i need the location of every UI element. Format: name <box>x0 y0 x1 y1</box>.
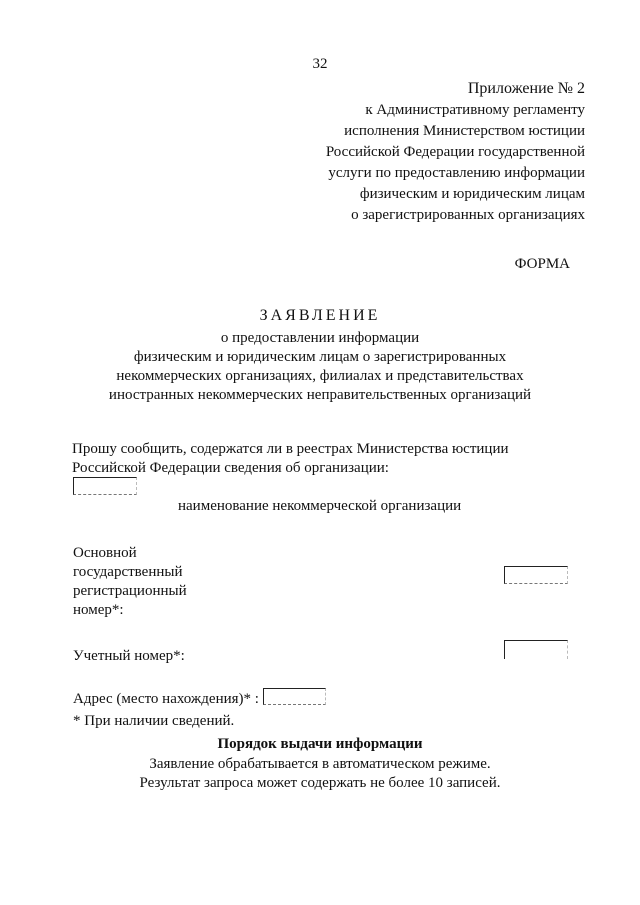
appendix-line: Приложение № 2 <box>467 80 585 97</box>
address-field[interactable] <box>263 688 326 705</box>
subtitle-line: иностранных некоммерческих неправительственных организаций <box>108 387 532 403</box>
ogrn-label: Основной <box>73 545 137 561</box>
org-name-caption: наименование некоммерческой организации <box>178 498 462 514</box>
ogrn-label: номер*: <box>73 602 124 618</box>
request-line: Российской Федерации сведения об организации: <box>72 460 389 476</box>
org-name-field[interactable] <box>73 477 137 495</box>
subtitle-line: физическим и юридическим лицам о зарегистрированных <box>133 349 507 365</box>
subtitle-line: некоммерческих организациях, филиалах и представительствах <box>116 368 524 384</box>
document-title: ЗАЯВЛЕНИЕ <box>259 307 381 324</box>
request-line: Прошу сообщить, содержатся ли в реестрах Министерства юстиции <box>72 441 509 457</box>
page-number: 32 <box>312 56 328 72</box>
appendix-line: исполнения Министерством юстиции <box>344 123 585 139</box>
appendix-line: о зарегистрированных организациях <box>351 207 585 223</box>
procedure-text: Результат запроса может содержать не более 10 записей. <box>139 775 501 791</box>
footnote: * При наличии сведений. <box>73 713 235 729</box>
ogrn-label: государственный <box>73 564 183 580</box>
ogrn-label: регистрационный <box>73 583 187 599</box>
appendix-line: услуги по предоставлению информации <box>328 165 585 181</box>
ogrn-field[interactable] <box>504 566 568 584</box>
address-label: Адрес (место нахождения)* : <box>73 691 259 707</box>
subtitle-line: о предоставлении информации <box>220 330 420 346</box>
appendix-line: физическим и юридическим лицам <box>359 186 585 202</box>
procedure-text: Заявление обрабатывается в автоматическом режиме. <box>149 756 491 772</box>
form-label: ФОРМА <box>514 256 570 272</box>
account-number-field[interactable] <box>504 640 568 659</box>
account-label: Учетный номер*: <box>73 648 185 664</box>
appendix-line: к Административному регламенту <box>365 102 585 118</box>
appendix-line: Российской Федерации государственной <box>325 144 585 160</box>
procedure-title: Порядок выдачи информации <box>217 736 423 752</box>
